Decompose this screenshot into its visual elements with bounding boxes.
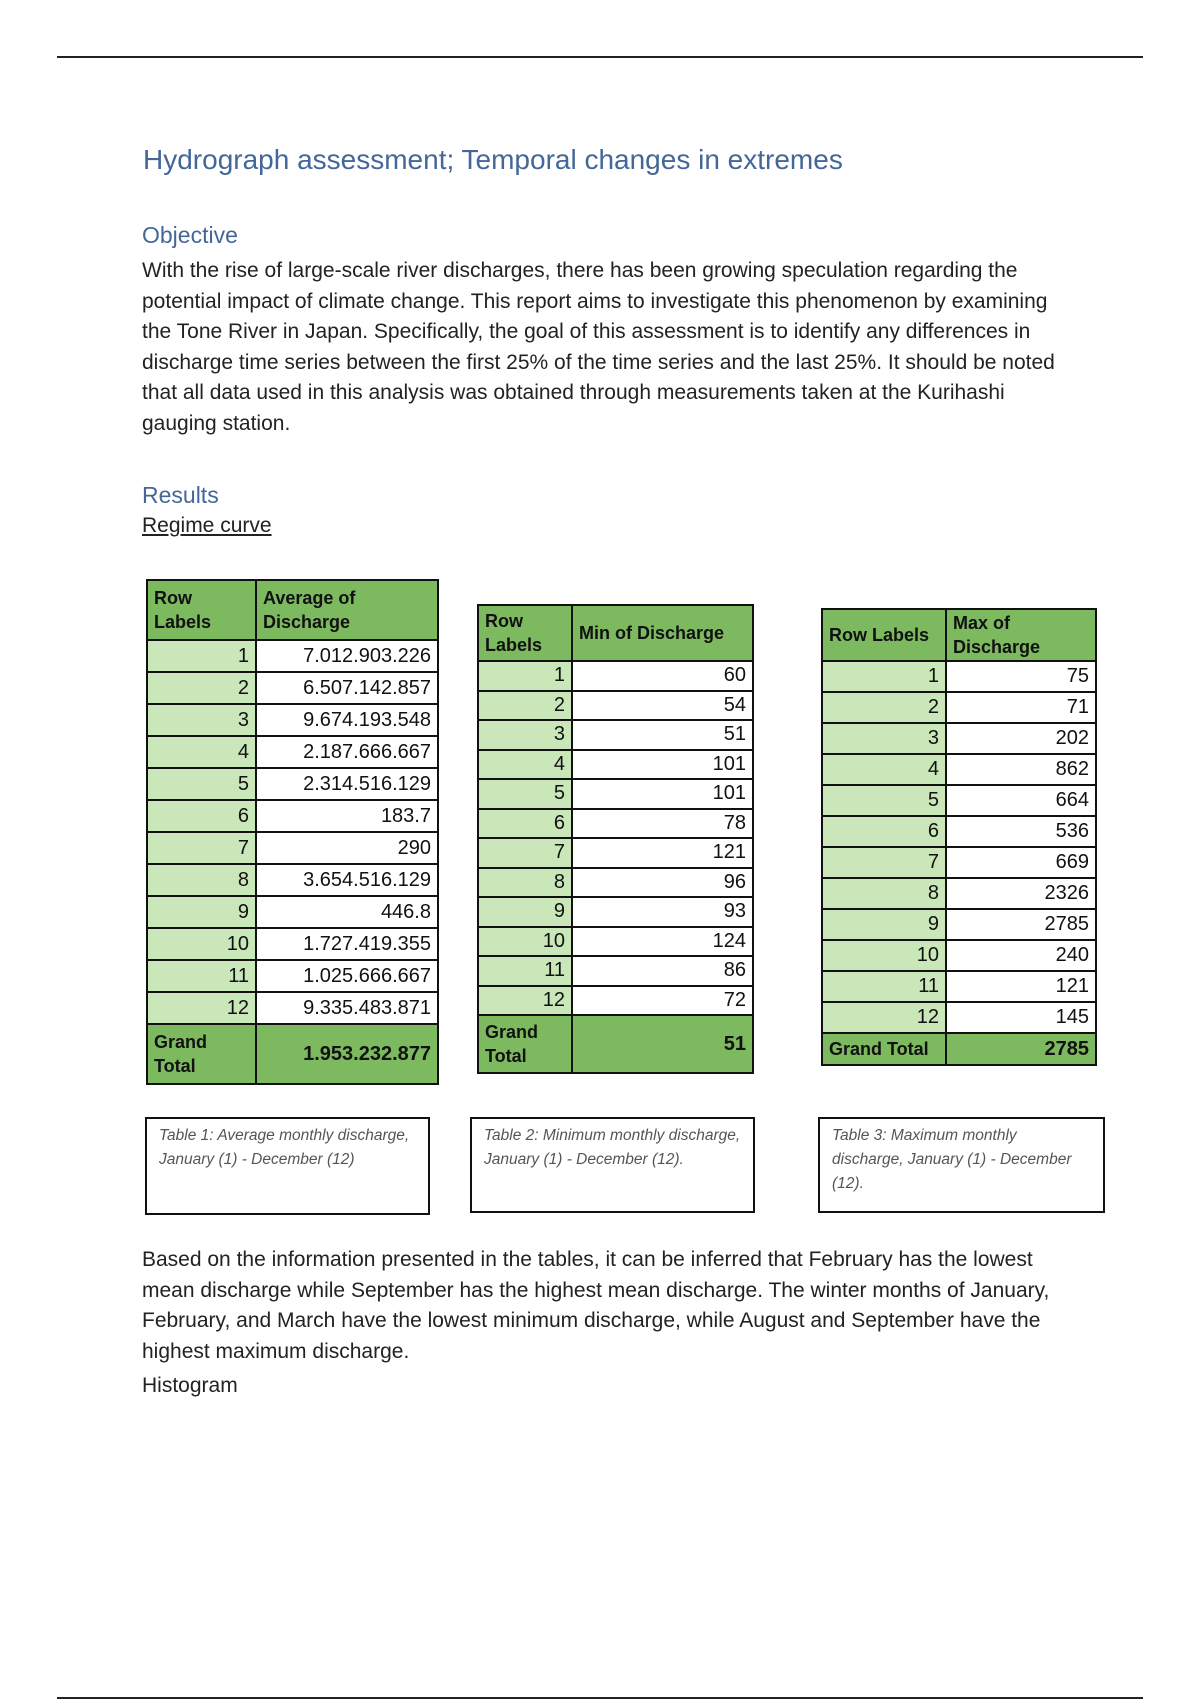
- month-label: 5: [147, 768, 256, 800]
- table-row: [147, 736, 438, 768]
- month-label: 2: [822, 692, 946, 723]
- discharge-value: 72: [572, 986, 753, 1016]
- month-label: 3: [478, 720, 572, 750]
- month-label: 12: [478, 986, 572, 1016]
- month-label: 12: [147, 992, 256, 1024]
- table-row: [478, 720, 753, 750]
- table-row: [147, 640, 438, 672]
- table-row: [822, 1002, 1096, 1033]
- table-row: [822, 878, 1096, 909]
- objective-text: With the rise of large-scale river discharges, there has been growing speculation regarding the potential impact of climate change. This report aims to investigate this phenomenon by examining the Tone River in Japan. Specifically, the goal of this assessment is to identify any differences in discharge time series between the first 25% of the time series and the last 25%. It should be noted that all data used in this analysis was obtained through measurements taken at the Kurihashi gauging station.: [142, 259, 1055, 435]
- table-row: [478, 956, 753, 986]
- month-label: 2: [478, 691, 572, 721]
- grand-total-value: 2785: [946, 1033, 1096, 1065]
- month-label: 1: [822, 661, 946, 692]
- discharge-value: 240: [946, 940, 1096, 971]
- conclusion-text: Based on the information presented in the tables, it can be inferred that February has the lowest mean discharge while September has the highest mean discharge. The winter months of January, February, and March have the lowest minimum discharge, while August and September have the highest maximum discharge.: [142, 1248, 1050, 1363]
- month-label: 5: [822, 785, 946, 816]
- month-label: 4: [822, 754, 946, 785]
- discharge-value: 86: [572, 956, 753, 986]
- table-row: [822, 692, 1096, 723]
- table-row: [147, 800, 438, 832]
- month-label: 11: [478, 956, 572, 986]
- month-label: 8: [822, 878, 946, 909]
- table-row: [147, 960, 438, 992]
- discharge-value: 2.187.666.667: [256, 736, 438, 768]
- regime-curve-subheading: Regime curve: [142, 514, 272, 537]
- table-row: [822, 847, 1096, 878]
- month-label: 3: [822, 723, 946, 754]
- month-label: 3: [147, 704, 256, 736]
- discharge-value: 6.507.142.857: [256, 672, 438, 704]
- discharge-value: 121: [946, 971, 1096, 1002]
- table-header-average: Average of Discharge: [256, 580, 438, 640]
- table-row: [478, 779, 753, 809]
- month-label: 10: [147, 928, 256, 960]
- month-label: 1: [147, 640, 256, 672]
- table-row: [478, 809, 753, 839]
- discharge-value: 446.8: [256, 896, 438, 928]
- discharge-value: 145: [946, 1002, 1096, 1033]
- discharge-value: 1.025.666.667: [256, 960, 438, 992]
- discharge-value: 202: [946, 723, 1096, 754]
- discharge-value: 75: [946, 661, 1096, 692]
- table-row: [147, 832, 438, 864]
- table-row: [147, 928, 438, 960]
- discharge-value: 54: [572, 691, 753, 721]
- month-label: 10: [478, 927, 572, 957]
- table-row: [478, 750, 753, 780]
- month-label: 12: [822, 1002, 946, 1033]
- table-row: [822, 723, 1096, 754]
- month-label: 9: [147, 896, 256, 928]
- discharge-value: 2.314.516.129: [256, 768, 438, 800]
- discharge-value: 536: [946, 816, 1096, 847]
- month-label: 9: [822, 909, 946, 940]
- table-row: [147, 672, 438, 704]
- discharge-value: 9.335.483.871: [256, 992, 438, 1024]
- header-rule: [57, 56, 1143, 58]
- discharge-value: 290: [256, 832, 438, 864]
- discharge-value: 78: [572, 809, 753, 839]
- table-row: [147, 864, 438, 896]
- discharge-value: 3.654.516.129: [256, 864, 438, 896]
- discharge-value: 101: [572, 750, 753, 780]
- discharge-value: 9.674.193.548: [256, 704, 438, 736]
- discharge-value: 101: [572, 779, 753, 809]
- min-discharge-table: [477, 604, 754, 1074]
- table-2-caption: Table 2: Minimum monthly discharge, January (1) - December (12).: [470, 1117, 755, 1213]
- grand-total-value: 51: [572, 1015, 753, 1073]
- table-row: [822, 909, 1096, 940]
- discharge-value: 124: [572, 927, 753, 957]
- grand-total-value: 1.953.232.877: [256, 1024, 438, 1084]
- month-label: 6: [822, 816, 946, 847]
- month-label: 1: [478, 661, 572, 691]
- month-label: 7: [822, 847, 946, 878]
- discharge-value: 664: [946, 785, 1096, 816]
- month-label: 7: [147, 832, 256, 864]
- table-header-row-labels: Row Labels: [478, 605, 572, 661]
- table-header-max: Max of Discharge: [946, 609, 1096, 661]
- average-discharge-table: [146, 579, 439, 1085]
- discharge-value: 862: [946, 754, 1096, 785]
- objective-heading: Objective: [142, 222, 238, 248]
- discharge-value: 51: [572, 720, 753, 750]
- table-row: [147, 704, 438, 736]
- table-row: [478, 868, 753, 898]
- table-row: [822, 754, 1096, 785]
- table-row: [822, 785, 1096, 816]
- discharge-value: 2785: [946, 909, 1096, 940]
- grand-total-label: Grand Total: [822, 1033, 946, 1065]
- grand-total-label: Grand Total: [478, 1015, 572, 1073]
- table-row: [822, 661, 1096, 692]
- table-row: [478, 897, 753, 927]
- table-header-row-labels: Row Labels: [147, 580, 256, 640]
- max-discharge-table: [821, 608, 1097, 1066]
- table-row: [478, 927, 753, 957]
- grand-total-label: Grand Total: [147, 1024, 256, 1084]
- discharge-value: 121: [572, 838, 753, 868]
- footer-rule: [57, 1697, 1143, 1699]
- month-label: 6: [147, 800, 256, 832]
- table-1-caption: Table 1: Average monthly discharge, January (1) - December (12): [145, 1117, 430, 1215]
- discharge-value: 96: [572, 868, 753, 898]
- month-label: 7: [478, 838, 572, 868]
- grand-total-row: [147, 1024, 438, 1084]
- month-label: 5: [478, 779, 572, 809]
- month-label: 6: [478, 809, 572, 839]
- month-label: 8: [147, 864, 256, 896]
- results-heading: Results: [142, 482, 219, 508]
- month-label: 10: [822, 940, 946, 971]
- discharge-value: 669: [946, 847, 1096, 878]
- month-label: 8: [478, 868, 572, 898]
- month-label: 11: [147, 960, 256, 992]
- grand-total-row: [478, 1015, 753, 1073]
- table-row: [147, 992, 438, 1024]
- month-label: 9: [478, 897, 572, 927]
- discharge-value: 71: [946, 692, 1096, 723]
- discharge-value: 7.012.903.226: [256, 640, 438, 672]
- table-row: [478, 838, 753, 868]
- discharge-value: 1.727.419.355: [256, 928, 438, 960]
- table-3-caption: Table 3: Maximum monthly discharge, January (1) - December (12).: [818, 1117, 1105, 1213]
- discharge-value: 2326: [946, 878, 1096, 909]
- table-header-row-labels: Row Labels: [822, 609, 946, 661]
- table-row: [478, 661, 753, 691]
- month-label: 4: [478, 750, 572, 780]
- table-row: [822, 940, 1096, 971]
- discharge-value: 183.7: [256, 800, 438, 832]
- table-row: [147, 768, 438, 800]
- histogram-label: Histogram: [142, 1374, 238, 1397]
- table-header-min: Min of Discharge: [572, 605, 753, 661]
- table-row: [822, 816, 1096, 847]
- table-row: [478, 691, 753, 721]
- month-label: 11: [822, 971, 946, 1002]
- table-row: [822, 971, 1096, 1002]
- month-label: 4: [147, 736, 256, 768]
- month-label: 2: [147, 672, 256, 704]
- page-title: Hydrograph assessment; Temporal changes in extremes: [143, 144, 843, 175]
- discharge-value: 60: [572, 661, 753, 691]
- discharge-value: 93: [572, 897, 753, 927]
- table-row: [147, 896, 438, 928]
- grand-total-row: [822, 1033, 1096, 1065]
- table-row: [478, 986, 753, 1016]
